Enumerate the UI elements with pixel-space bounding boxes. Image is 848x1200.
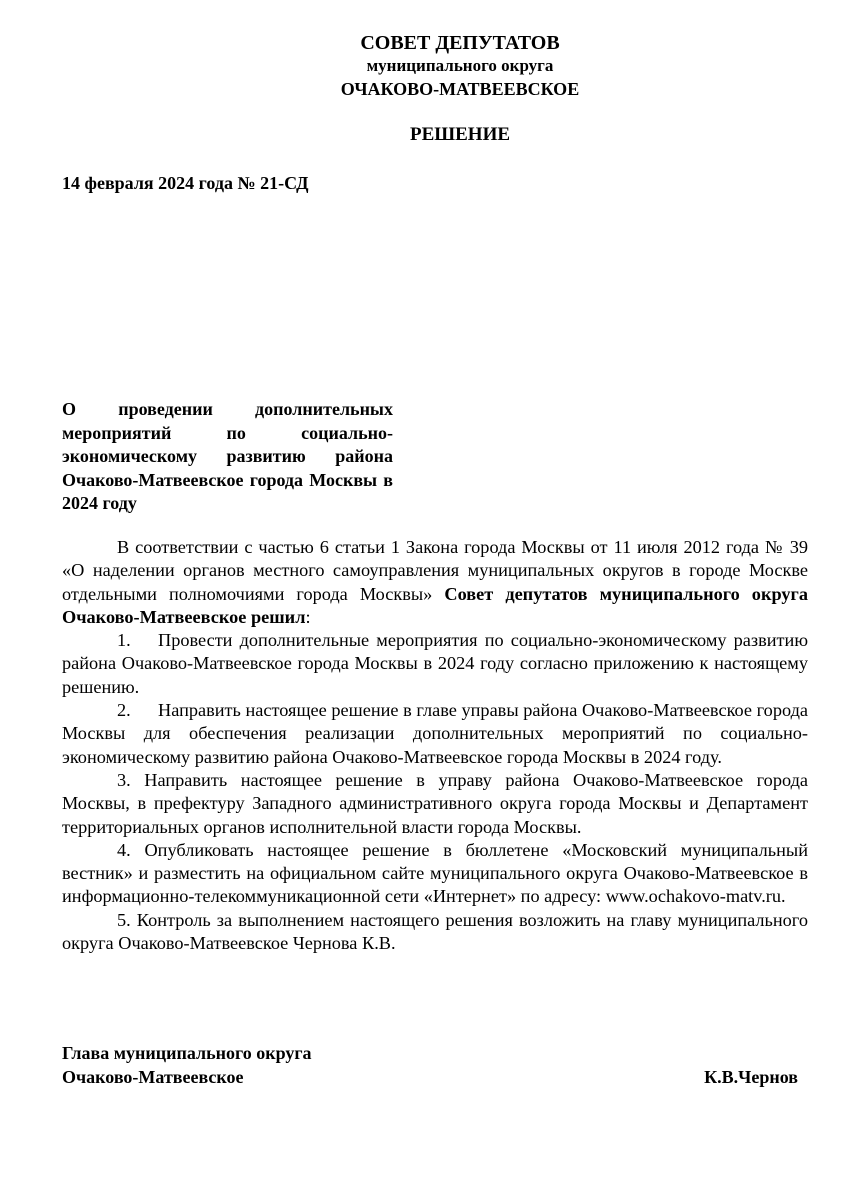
preamble-end: : bbox=[305, 606, 311, 627]
document-body bbox=[62, 536, 808, 955]
item-number: 4. bbox=[117, 839, 131, 860]
document-header bbox=[160, 32, 760, 100]
signatory-title-line1: Глава муниципального округа bbox=[62, 1043, 312, 1063]
list-item bbox=[62, 909, 808, 956]
item-number: 5. bbox=[117, 909, 131, 930]
district-line: муниципального округа bbox=[366, 56, 554, 75]
document-type: РЕШЕНИЕ bbox=[409, 124, 511, 145]
preamble-text: В соответствии с частью 6 статьи 1 Закона города Москвы от 11 июля 2012 года № 39 «О наделении органов местного самоуправления муниципальных округов в городе Москве отдельными полномочиями города Москвы» bbox=[62, 537, 808, 604]
list-item bbox=[62, 769, 808, 839]
document-subject: О проведении дополнительных мероприятий по социально-экономическому развитию района Очаково-Матвеевское города Москвы в 2024 году bbox=[62, 399, 393, 513]
item-text: Опубликовать настоящее решение в бюллетене «Московский муниципальный вестник» и разместить на официальном сайте муниципального округа Очаково-Матвеевское в информационно-телекоммуникационной сети «Интернет» по адресу: www.ochakovo-matv.ru. bbox=[62, 839, 808, 907]
signatory-name: К.В.Чернов bbox=[704, 1066, 798, 1087]
list-item bbox=[62, 629, 808, 699]
document-date-number: 14 февраля 2024 года № 21-СД bbox=[62, 173, 309, 193]
item-text: Контроль за выполнением настоящего решения возложить на главу муниципального округа Очаково-Матвеевское Чернова К.В. bbox=[62, 909, 808, 954]
preamble-resolution: Совет депутатов муниципального округа Очаково-Матвеевское решил bbox=[62, 583, 808, 627]
district-name: ОЧАКОВО-МАТВЕЕВСКОЕ bbox=[340, 79, 580, 99]
list-item bbox=[62, 699, 808, 769]
signature-row bbox=[62, 1066, 798, 1090]
item-text: Провести дополнительные мероприятия по социально-экономическому развитию района Очаково-Матвеевское города Москвы в 2024 году согласно приложению к настоящему решению. bbox=[62, 630, 808, 697]
item-text: Направить настоящее решение в управу района Очаково-Матвеевское города Москвы, в префектуру Западного административного округа города Москвы и Департамент территориальных органов исполнительной власти города Москвы. bbox=[62, 769, 808, 837]
item-number: 1. bbox=[117, 630, 131, 651]
item-number: 2. bbox=[117, 700, 131, 721]
item-number: 3. bbox=[117, 769, 131, 790]
preamble-paragraph bbox=[62, 536, 808, 629]
item-text: Направить настоящее решение в главе управы района Очаково-Матвеевское города Москвы для обеспечения реализации дополнительных мероприятий по социально-экономическому развитию района Очаково-Матвеевское города Москвы в 2024 году. bbox=[62, 700, 808, 767]
list-item bbox=[62, 839, 808, 909]
signatory-title-line2: Очаково-Матвеевское bbox=[62, 1066, 244, 1087]
council-name: СОВЕТ ДЕПУТАТОВ bbox=[360, 32, 560, 54]
signature-block bbox=[62, 1042, 798, 1089]
